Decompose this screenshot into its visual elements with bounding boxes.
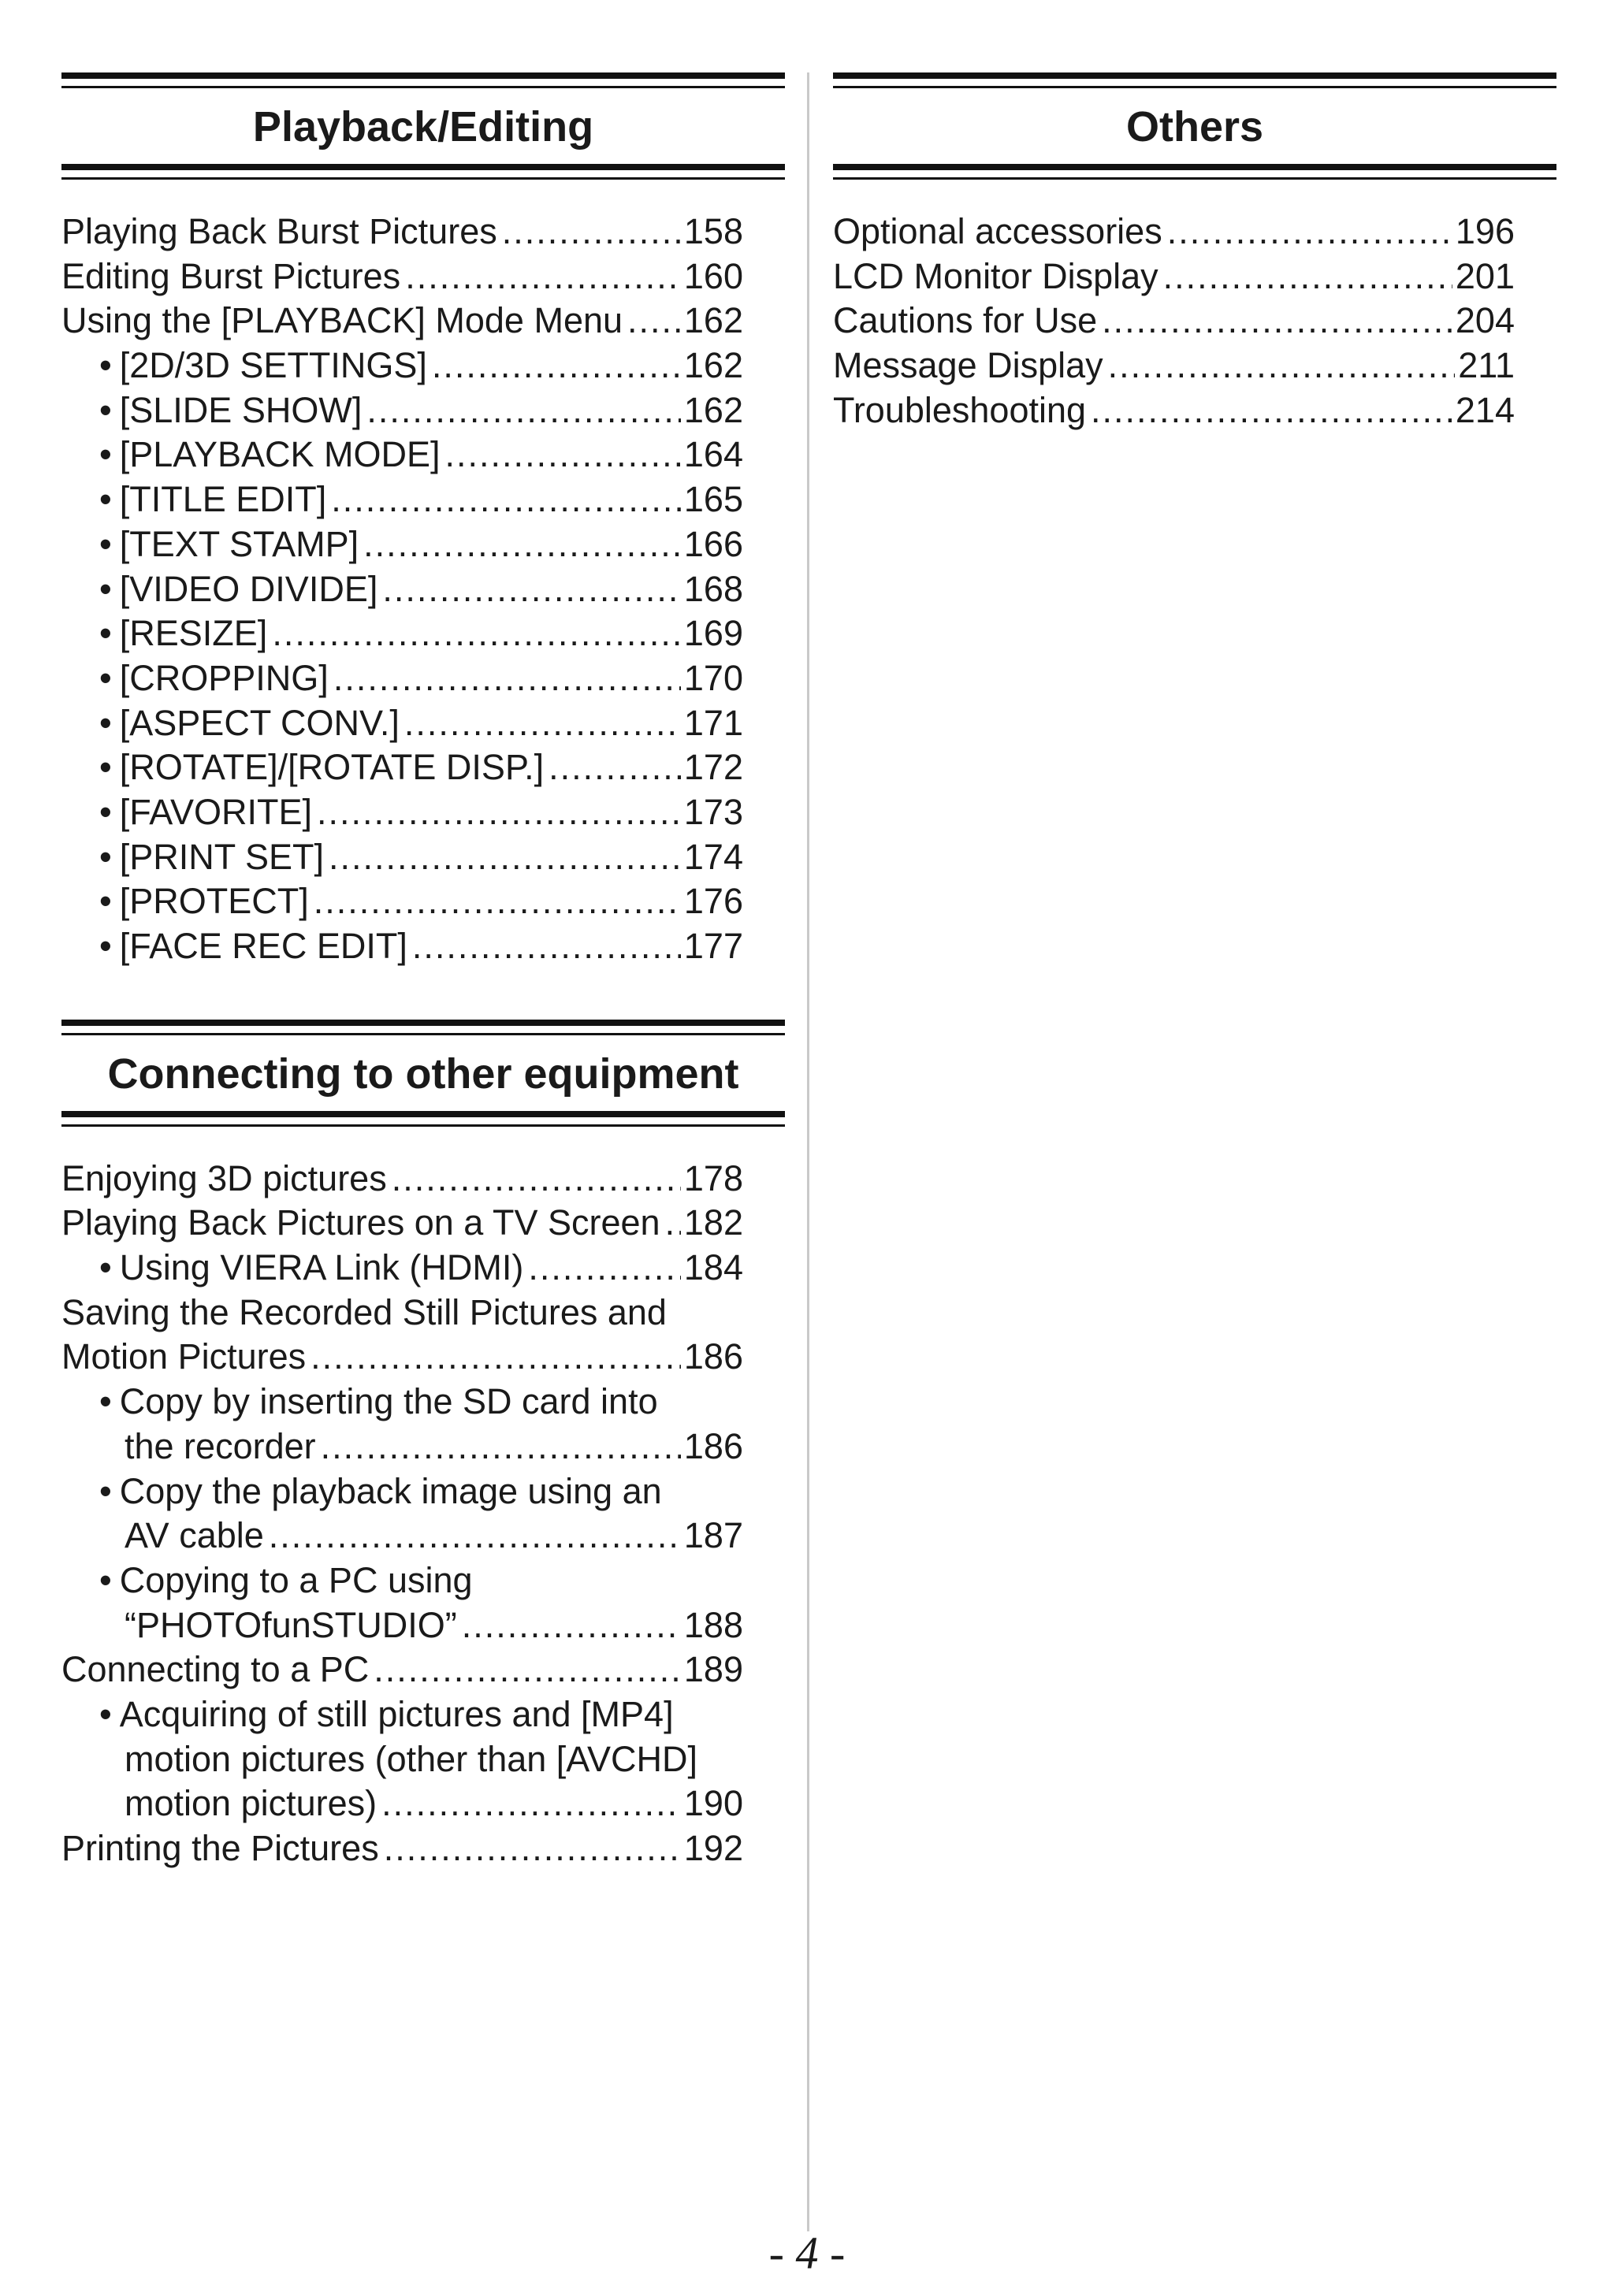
toc-entry[interactable] [833,254,1515,299]
dot-leader [272,611,681,656]
dot-leader [314,879,681,924]
toc-page-number: 190 [683,1783,743,1824]
toc-entry-text: Optional accessories [833,211,1162,251]
dot-leader [321,1425,681,1469]
bullet-icon: • [99,345,112,386]
toc-subentry[interactable] [61,1425,743,1469]
toc-page-number: 214 [1455,389,1515,430]
toc-subentry[interactable] [61,344,743,388]
connecting-toc-list [61,1157,785,1871]
bullet-icon: • [99,881,112,922]
toc-subentry[interactable] [61,433,743,477]
dot-leader [366,388,681,433]
bullet-icon: • [99,657,112,698]
toc-entry[interactable] [61,1157,743,1202]
header-bottom-rule [61,164,785,180]
toc-entry[interactable] [61,1335,743,1380]
playback-toc-list [61,210,785,969]
toc-page-number: 166 [683,523,743,564]
toc-subentry-line[interactable] [61,1692,785,1737]
bullet-icon: • [99,702,112,743]
dot-leader [382,567,681,612]
toc-page-number: 189 [683,1649,743,1690]
dot-leader [384,1826,681,1871]
toc-entry-text: Cautions for Use [833,300,1098,341]
dot-leader [627,299,681,344]
toc-entry-text: Troubleshooting [833,389,1087,430]
toc-entry-text: [TEXT STAMP] [119,523,359,564]
dot-leader [363,522,681,567]
dot-leader [549,745,681,790]
toc-subentry[interactable] [61,522,743,567]
dot-leader [317,790,681,835]
bullet-icon: • [99,523,112,564]
dot-leader [1108,344,1456,388]
toc-entry-text: [PLAYBACK MODE] [119,434,441,475]
toc-page-number: 192 [683,1828,743,1868]
bullet-icon: • [99,747,112,788]
dot-leader [1091,388,1452,433]
toc-page-number: 187 [683,1515,743,1556]
toc-page-number: 171 [683,702,743,743]
toc-entry-line[interactable]: Saving the Recorded Still Pictures and [61,1291,667,1332]
toc-page-number: 165 [683,479,743,520]
dot-leader [311,1335,681,1380]
toc-entry-text: [ASPECT CONV.] [119,702,400,743]
dot-leader [432,344,681,388]
toc-entry-text: Copy the playback image using an [119,1470,662,1511]
bullet-icon: • [99,568,112,609]
dot-leader [502,210,681,254]
toc-entry[interactable] [61,254,743,299]
toc-page-number: 186 [683,1336,743,1377]
playback-section-header [61,72,785,180]
bullet-icon: • [99,926,112,966]
toc-page-number: 182 [683,1202,743,1243]
toc-subentry[interactable] [61,567,743,612]
toc-page-number: 201 [1455,255,1515,296]
toc-page-number: 184 [683,1247,743,1288]
dot-leader [331,477,681,522]
toc-page-number: 204 [1455,300,1515,341]
header-top-rule [61,72,785,88]
dot-leader [412,924,681,969]
toc-page-number: 211 [1458,345,1515,386]
toc-page-number: 169 [683,613,743,654]
toc-entry-text: [2D/3D SETTINGS] [119,345,427,386]
toc-entry-text: [SLIDE SHOW] [119,389,363,430]
left-column [61,72,785,1871]
toc-page-number: 168 [683,568,743,609]
toc-entry-text: Editing Burst Pictures [61,255,401,296]
toc-page-number: 196 [1455,211,1515,251]
toc-entry-text: Copying to a PC using [119,1559,473,1600]
bullet-icon: • [99,613,112,654]
toc-subentry[interactable] [61,924,743,969]
toc-entry-text: [TITLE EDIT] [119,479,327,520]
bullet-icon: • [99,1381,112,1422]
dot-leader [445,433,681,477]
dot-leader [392,1157,681,1202]
toc-entry[interactable] [61,210,743,254]
toc-entry-text: Motion Pictures [61,1336,307,1377]
toc-entry-text: Connecting to a PC [61,1649,370,1690]
toc-subentry[interactable] [61,388,743,433]
toc-entry-text: “PHOTOfunSTUDIO” [125,1604,457,1645]
toc-entry-text: motion pictures) [125,1783,377,1824]
toc-entry-text: Playing Back Burst Pictures [61,211,497,251]
dot-leader [462,1603,681,1648]
toc-page-number: 158 [683,211,743,251]
toc-entry-text: [VIDEO DIVIDE] [119,568,378,609]
bullet-icon: • [99,389,112,430]
bullet-icon: • [99,1559,112,1600]
toc-page-number: 177 [683,926,743,966]
toc-page-number: 162 [683,389,743,430]
dot-leader [1163,254,1452,299]
toc-entry[interactable] [833,344,1515,388]
toc-subentry[interactable] [61,1246,743,1291]
toc-page-number: 173 [683,791,743,832]
toc-entry-text: Playing Back Pictures on a TV Screen [61,1202,660,1243]
toc-subentry[interactable] [61,656,743,701]
toc-page-number: 178 [683,1157,743,1198]
toc-entry-text: [RESIZE] [119,613,268,654]
toc-entry-text: the recorder [125,1425,316,1466]
toc-subentry[interactable] [61,790,743,835]
column-divider [807,72,809,2231]
toc-subentry[interactable] [61,879,743,924]
toc-entry-text: Acquiring of still pictures and [MP4] [119,1693,674,1734]
header-top-rule [61,1020,785,1035]
toc-entry[interactable] [833,388,1515,433]
toc-entry[interactable] [833,210,1515,254]
toc-entry-text: Printing the Pictures [61,1828,379,1868]
header-top-rule [833,72,1556,88]
toc-page-number: 162 [683,300,743,341]
toc-subentry[interactable] [61,745,743,790]
toc-page-number: 186 [683,1425,743,1466]
toc-entry-text: [PRINT SET] [119,836,324,877]
toc-subentry-line[interactable]: motion pictures (other than [AVCHD] [125,1738,697,1779]
bullet-icon: • [99,479,112,520]
toc-page-number: 162 [683,345,743,386]
toc-subentry[interactable] [61,611,743,656]
toc-entry-text: LCD Monitor Display [833,255,1158,296]
toc-subentry-line[interactable] [61,1469,785,1514]
toc-subentry[interactable] [61,1603,743,1648]
toc-entry-text: [ROTATE]/[ROTATE DISP.] [119,747,545,788]
toc-page-number: 160 [683,255,743,296]
toc-entry-text: AV cable [125,1515,264,1556]
toc-page-number: 172 [683,747,743,788]
dot-leader [269,1514,681,1559]
toc-page-number: 174 [683,836,743,877]
toc-entry-text: Enjoying 3D pictures [61,1157,387,1198]
bullet-icon: • [99,434,112,475]
toc-subentry-line[interactable] [61,1559,785,1603]
dot-leader [1167,210,1452,254]
bullet-icon: • [99,791,112,832]
dot-leader [333,656,681,701]
toc-page-number: 176 [683,881,743,922]
toc-entry[interactable] [61,299,743,344]
dot-leader [405,254,681,299]
toc-page-number: 170 [683,657,743,698]
dot-leader [381,1781,681,1826]
toc-page-number: 188 [683,1604,743,1645]
toc-entry-text: [CROPPING] [119,657,329,698]
toc-entry-text: [FACE REC EDIT] [119,926,407,966]
dot-leader [665,1201,681,1246]
bullet-icon: • [99,836,112,877]
dot-leader [1102,299,1452,344]
bullet-icon: • [99,1470,112,1511]
toc-entry[interactable] [833,299,1515,344]
toc-entry-text: Copy by inserting the SD card into [119,1381,658,1422]
toc-entry-text: Using VIERA Link (HDMI) [119,1247,524,1288]
toc-subentry-line[interactable] [61,1380,785,1425]
section-title-playback: Playback/Editing [252,103,594,150]
toc-entry-text: Message Display [833,345,1103,386]
toc-subentry[interactable] [61,1514,743,1559]
toc-entry[interactable] [61,1826,743,1871]
others-toc-list [833,210,1556,433]
bullet-icon: • [99,1693,112,1734]
section-title-others: Others [1125,103,1264,150]
header-bottom-rule [61,1111,785,1127]
others-section-header [833,72,1556,180]
right-column [833,72,1556,433]
dot-leader [404,701,681,746]
toc-entry[interactable] [61,1648,743,1692]
toc-entry[interactable] [61,1201,743,1246]
toc-entry-text: [PROTECT] [119,881,309,922]
toc-entry-text: [FAVORITE] [119,791,312,832]
toc-entry-text: Using the [PLAYBACK] Mode Menu [61,300,623,341]
connecting-section-header [61,1020,785,1127]
page-number: - 4 - [768,2227,846,2279]
toc-page-number: 164 [683,434,743,475]
toc-subentry[interactable] [61,835,743,880]
toc-subentry[interactable] [61,701,743,746]
dot-leader [528,1246,681,1291]
toc-subentry[interactable] [61,1781,743,1826]
dot-leader [329,835,681,880]
dot-leader [374,1648,681,1692]
bullet-icon: • [99,1247,112,1288]
header-bottom-rule [833,164,1556,180]
section-title-connecting: Connecting to other equipment [107,1050,739,1098]
toc-subentry[interactable] [61,477,743,522]
